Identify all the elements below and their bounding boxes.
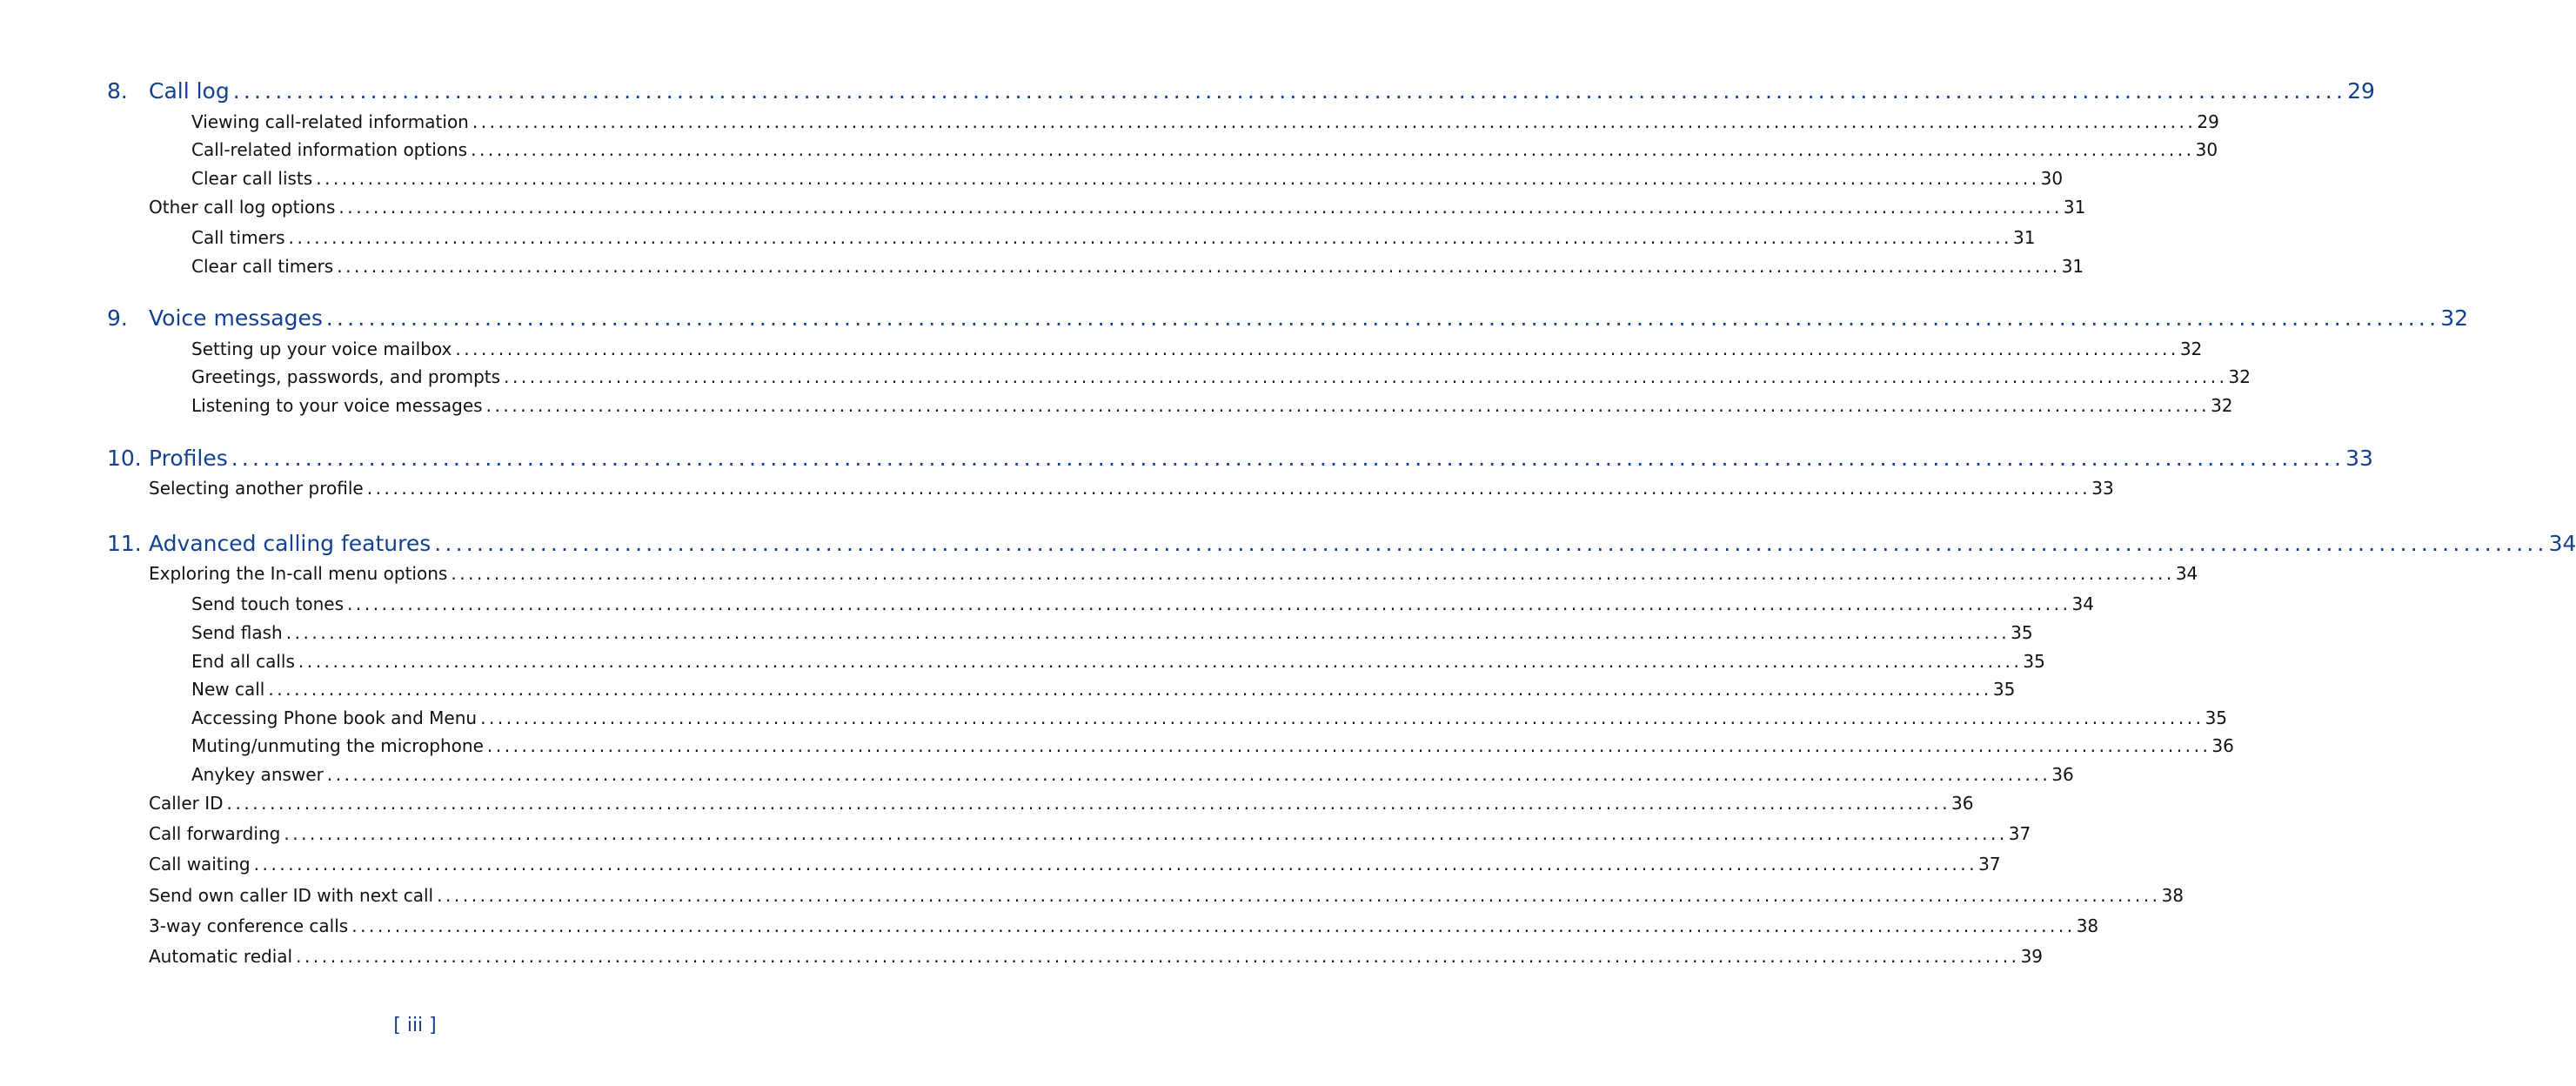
leader-dots: ........................................................................................................................................................................................................ <box>472 111 2197 132</box>
page-number: 30 <box>2040 168 2064 189</box>
leader-dots: ........................................................................................................................................................................................................ <box>480 707 2205 728</box>
entry-label: Viewing call-related information <box>191 111 469 132</box>
leader-dots: ........................................................................................................................................................................................................ <box>504 366 2228 387</box>
page-number: 39 <box>2020 946 2044 967</box>
toc-section[interactable] <box>149 793 1974 814</box>
leader-dots: ........................................................................................................................................................................................................ <box>316 168 2040 189</box>
page-number: 29 <box>2197 111 2219 132</box>
page-number: 37 <box>2008 823 2031 844</box>
entry-label: End all calls <box>191 651 295 672</box>
chapter-number: 8. <box>107 78 128 104</box>
toc-section[interactable] <box>149 915 2099 936</box>
page-number: 38 <box>2076 915 2099 936</box>
toc-section[interactable] <box>149 823 2031 844</box>
page-number: 36 <box>2211 735 2234 756</box>
toc-entry[interactable] <box>191 593 2094 614</box>
entry-label: Caller ID <box>149 793 224 814</box>
leader-dots: ........................................................................................................................................................................................................ <box>296 946 2020 967</box>
toc-chapter-call-log[interactable] <box>107 78 2375 104</box>
toc-entry[interactable] <box>191 395 2233 416</box>
leader-dots: ........................................................................................................................................................................................................ <box>366 478 2091 499</box>
toc-entry[interactable] <box>191 651 2045 672</box>
entry-label: Call forwarding <box>149 823 281 844</box>
entry-label: Send own caller ID with next call <box>149 885 434 906</box>
toc-entry[interactable] <box>191 366 2251 387</box>
chapter-title: Call log <box>149 78 230 104</box>
page-number: 33 <box>2091 478 2114 499</box>
leader-dots: ........................................................................................................................................................................................................ <box>284 823 2008 844</box>
toc-chapter-profiles[interactable] <box>107 446 2373 471</box>
toc-entry[interactable] <box>191 227 2036 248</box>
leader-dots: ........................................................................................................................................................................................................ <box>471 139 2195 160</box>
page-number: 34 <box>2175 563 2198 584</box>
page-number: 32 <box>2228 366 2251 387</box>
toc-entry[interactable] <box>191 622 2033 643</box>
entry-label: Setting up your voice mailbox <box>191 339 452 359</box>
chapter-number: 11. <box>107 531 142 556</box>
page-number: 35 <box>1992 679 2016 700</box>
page-number: 34 <box>2071 593 2094 614</box>
leader-dots: ........................................................................................................................................................................................................ <box>285 622 2011 643</box>
entry-label: 3-way conference calls <box>149 915 349 936</box>
page-number: 38 <box>2161 885 2185 906</box>
page-number: 35 <box>2011 622 2033 643</box>
leader-dots: ........................................................................................................................................................................................................ <box>455 339 2179 359</box>
leader-dots: ........................................................................................................................................................................................................ <box>451 563 2175 584</box>
entry-label: Send flash <box>191 622 283 643</box>
toc-entry[interactable] <box>191 256 2084 277</box>
leader-dots: ........................................................................................................................................................................................................ <box>337 256 2061 277</box>
entry-label: Accessing Phone book and Menu <box>191 707 478 728</box>
chapter-number: 9. <box>107 305 128 331</box>
toc-chapter-advanced-calling[interactable] <box>107 531 2576 556</box>
toc-chapter-voice-messages[interactable] <box>107 305 2469 331</box>
leader-dots: ........................................................................................................................................................................................................ <box>288 227 2013 248</box>
chapter-number: 10. <box>107 446 142 471</box>
page-number: 31 <box>2013 227 2036 248</box>
toc-entry[interactable] <box>191 707 2228 728</box>
toc-section[interactable] <box>149 885 2185 906</box>
leader-dots: ........................................................................................................................................................................................................ <box>298 651 2023 672</box>
entry-label: Call timers <box>191 227 285 248</box>
page-number: 34 <box>2548 531 2576 556</box>
toc-entry[interactable] <box>191 111 2219 132</box>
leader-dots: ........................................................................................................................................................................................................ <box>325 305 2440 331</box>
toc-entry[interactable] <box>191 764 2074 785</box>
entry-label: Send touch tones <box>191 593 344 614</box>
leader-dots: ........................................................................................................................................................................................................ <box>485 395 2211 416</box>
entry-label: Anykey answer <box>191 764 324 785</box>
toc-entry[interactable] <box>191 168 2064 189</box>
leader-dots: ........................................................................................................................................................................................................ <box>437 885 2161 906</box>
page-footer-number: [ iii ] <box>393 1015 437 1036</box>
toc-section[interactable] <box>149 197 2086 218</box>
chapter-title: Profiles <box>149 446 228 471</box>
toc-entry[interactable] <box>191 735 2234 756</box>
page-number: 35 <box>2205 707 2228 728</box>
toc-section[interactable] <box>149 854 2001 875</box>
page-number: 32 <box>2211 395 2233 416</box>
toc-entry[interactable] <box>191 339 2203 359</box>
page-number: 37 <box>1978 854 2001 875</box>
entry-label: Listening to your voice messages <box>191 395 483 416</box>
leader-dots: ........................................................................................................................................................................................................ <box>347 593 2071 614</box>
leader-dots: ........................................................................................................................................................................................................ <box>351 915 2076 936</box>
leader-dots: ........................................................................................................................................................................................................ <box>253 854 1978 875</box>
entry-label: Selecting another profile <box>149 478 364 499</box>
page-number: 30 <box>2195 139 2218 160</box>
leader-dots: ........................................................................................................................................................................................................ <box>326 764 2051 785</box>
page-number: 31 <box>2063 197 2086 218</box>
entry-label: Clear call lists <box>191 168 313 189</box>
page-number: 32 <box>2179 339 2203 359</box>
leader-dots: ........................................................................................................................................................................................................ <box>434 531 2548 556</box>
page-number: 32 <box>2440 305 2469 331</box>
leader-dots: ........................................................................................................................................................................................................ <box>231 446 2345 471</box>
entry-label: Muting/unmuting the microphone <box>191 735 484 756</box>
page-number: 35 <box>2023 651 2045 672</box>
entry-label: Call waiting <box>149 854 251 875</box>
toc-entry[interactable] <box>191 679 2016 700</box>
leader-dots: ........................................................................................................................................................................................................ <box>226 793 1951 814</box>
page-number: 31 <box>2061 256 2084 277</box>
page-number: 36 <box>1951 793 1974 814</box>
entry-label: Call-related information options <box>191 139 468 160</box>
entry-label: Automatic redial <box>149 946 293 967</box>
leader-dots: ........................................................................................................................................................................................................ <box>338 197 2063 218</box>
entry-label: New call <box>191 679 265 700</box>
chapter-title: Advanced calling features <box>149 531 432 556</box>
page-number: 33 <box>2345 446 2373 471</box>
entry-label: Clear call timers <box>191 256 334 277</box>
toc-entry[interactable] <box>191 139 2218 160</box>
leader-dots: ........................................................................................................................................................................................................ <box>232 78 2347 104</box>
toc-section[interactable] <box>149 563 2198 584</box>
leader-dots: ........................................................................................................................................................................................................ <box>486 735 2211 756</box>
page-number: 29 <box>2347 78 2375 104</box>
chapter-title: Voice messages <box>149 305 323 331</box>
entry-label: Other call log options <box>149 197 336 218</box>
toc-section[interactable] <box>149 478 2114 499</box>
page-number: 36 <box>2051 764 2074 785</box>
toc-section[interactable] <box>149 946 2044 967</box>
entry-label: Greetings, passwords, and prompts <box>191 366 501 387</box>
leader-dots: ........................................................................................................................................................................................................ <box>268 679 1992 700</box>
entry-label: Exploring the In-call menu options <box>149 563 448 584</box>
